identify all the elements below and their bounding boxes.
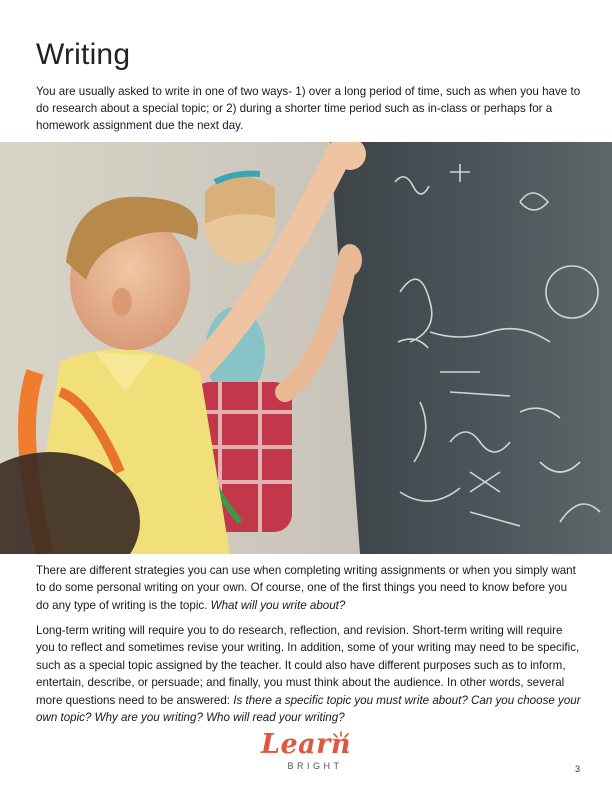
- paragraph-long-term-questions: Is there a specific topic you must write about? Can you choose your own topic? Why are you writing? Who will read your writing?: [36, 693, 581, 725]
- page-title: Writing: [36, 38, 131, 71]
- paragraph-long-term: [36, 622, 582, 726]
- paragraph-long-term-text: Long-term writing will require you to do research, reflection, and revision. Short-term writing will require you to reflect and sometimes revise your writing. In addition, some of your writing may need to be specific, such as a special topic assigned by the teacher. It could also have different purposes such as to inform, entertain, describe, or persuade; and finally, you must think about the audience. In other words, several more questions need to be answered:: [36, 624, 580, 707]
- paragraph-strategies: [36, 562, 582, 614]
- paragraph-strategies-text: There are different strategies you can use when completing writing assignments or when you simply want to do some personal writing on your own. Of course, one of the first things you need to know before you do any type of writing is the topic.: [36, 564, 576, 612]
- learn-bright-logo: [246, 730, 366, 782]
- logo-subtitle: BRIGHT: [287, 761, 343, 771]
- page-number: 3: [575, 764, 581, 774]
- paragraph-strategies-question: What will you write about?: [210, 598, 346, 612]
- spark-icon: [328, 730, 354, 742]
- logo-word: Learn: [260, 729, 351, 760]
- chalkboard-photo: [0, 142, 612, 554]
- intro-paragraph: You are usually asked to write in one of two ways- 1) over a long period of time, such as when you have to do research about a special topic; or 2) during a shorter time period such as in-class or perhaps for a homework assignment due the next day.: [36, 85, 581, 133]
